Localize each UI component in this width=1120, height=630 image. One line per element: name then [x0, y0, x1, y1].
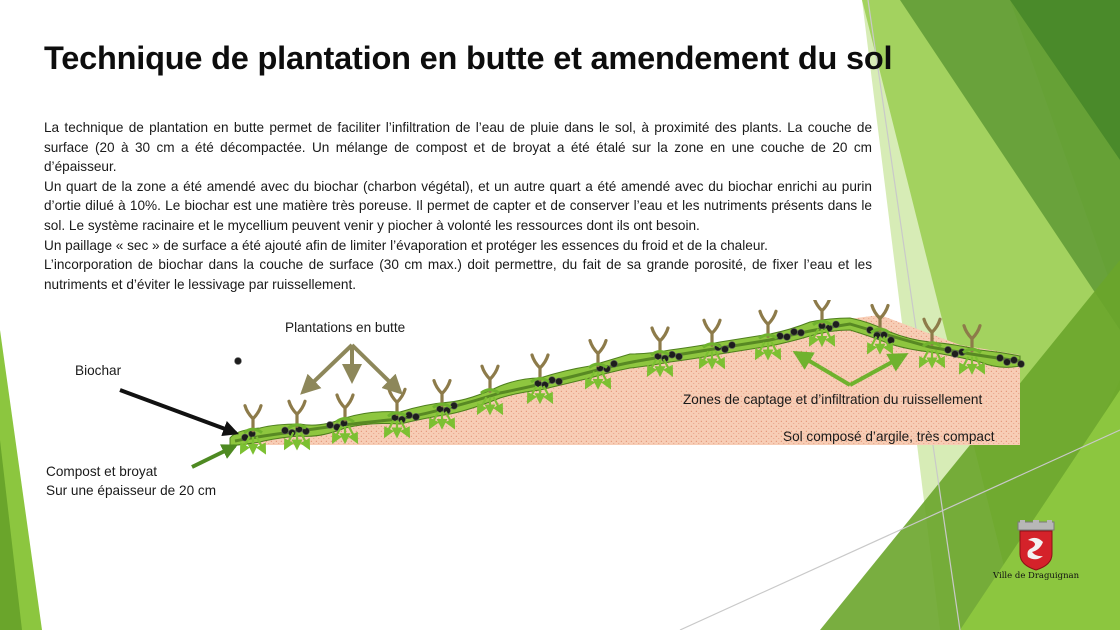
biochar-granule	[611, 360, 618, 367]
paragraph-incorporation: L’incorporation de biochar dans la couche de surface (30 cm max.) doit permettre, du fait de sa grande porosité, de fixer l’eau et les nutriments et d’éviter le lessivage par ruissellement.	[44, 257, 872, 292]
biochar-arrow	[120, 390, 236, 433]
label-compost-line1: Compost et broyat	[46, 464, 158, 479]
biochar-granule	[676, 353, 683, 360]
logo-caption: Ville de Draguignan	[993, 571, 1080, 581]
biochar-granule	[1018, 361, 1025, 368]
label-sol-argile: Sol composé d’argile, très compact	[783, 429, 995, 444]
biochar-granule	[235, 358, 242, 365]
mound-planting-diagram	[0, 300, 1120, 540]
biochar-granule	[1004, 359, 1011, 366]
page-title: Technique de plantation en butte et amendement du sol	[44, 40, 893, 76]
biochar-granule	[451, 402, 458, 409]
biochar-granule	[413, 413, 420, 420]
biochar-granule	[549, 377, 556, 384]
compost-arrow	[192, 446, 235, 467]
biochar-granule	[327, 422, 334, 429]
paragraph-paillage: Un paillage « sec » de surface a été ajouté afin de limiter l’évaporation et protéger les essences du froid et de la chaleur.	[44, 237, 768, 253]
biochar-granule	[282, 427, 289, 434]
biochar-granule	[945, 346, 952, 353]
label-zones-captage: Zones de captage et d’infiltration du ruissellement	[683, 392, 983, 407]
biochar-granule	[784, 334, 791, 341]
biochar-granule	[777, 333, 784, 340]
label-biochar: Biochar	[75, 363, 122, 378]
biochar-granule	[669, 351, 676, 358]
biochar-granule	[729, 342, 736, 349]
biochar-granule	[556, 378, 563, 385]
biochar-granule	[952, 351, 959, 358]
biochar-granule	[722, 346, 729, 353]
paragraph-intro: La technique de plantation en butte permet de faciliter l’infiltration de l’eau de pluie dans le sol, à proximité des plants. La couche de surface (20 à 30 cm a été décompactée. Un mélange de compost et de broyat a été étalé sur la zone en une couche de 20 cm d’épaisseur.	[44, 120, 872, 175]
label-plantations-en-butte: Plantations en butte	[285, 320, 406, 335]
biochar-granule	[997, 355, 1004, 362]
plantation-arrows	[303, 345, 400, 392]
biochar-granule	[833, 321, 840, 328]
description-text	[44, 118, 872, 294]
biochar-granule	[1011, 357, 1018, 364]
biochar-granule	[303, 428, 310, 435]
biochar-granule	[888, 337, 895, 344]
biochar-granule	[791, 328, 798, 335]
label-compost-line2: Sur une épaisseur de 20 cm	[46, 483, 217, 498]
biochar-granule	[798, 329, 805, 336]
paragraph-biochar: Un quart de la zone a été amendé avec du biochar (charbon végétal), et un autre quart a été amendé avec du biochar enrichi au purin d’ortie dilué à 10%. Le biochar est une matière très poreuse. Il permet de capter et de conserver l’eau et les nutriments présents dans le sol. Le système racinaire et le mycellium peuvent venir y piocher à volonté les ressources dont ils ont besoin.	[44, 178, 872, 233]
